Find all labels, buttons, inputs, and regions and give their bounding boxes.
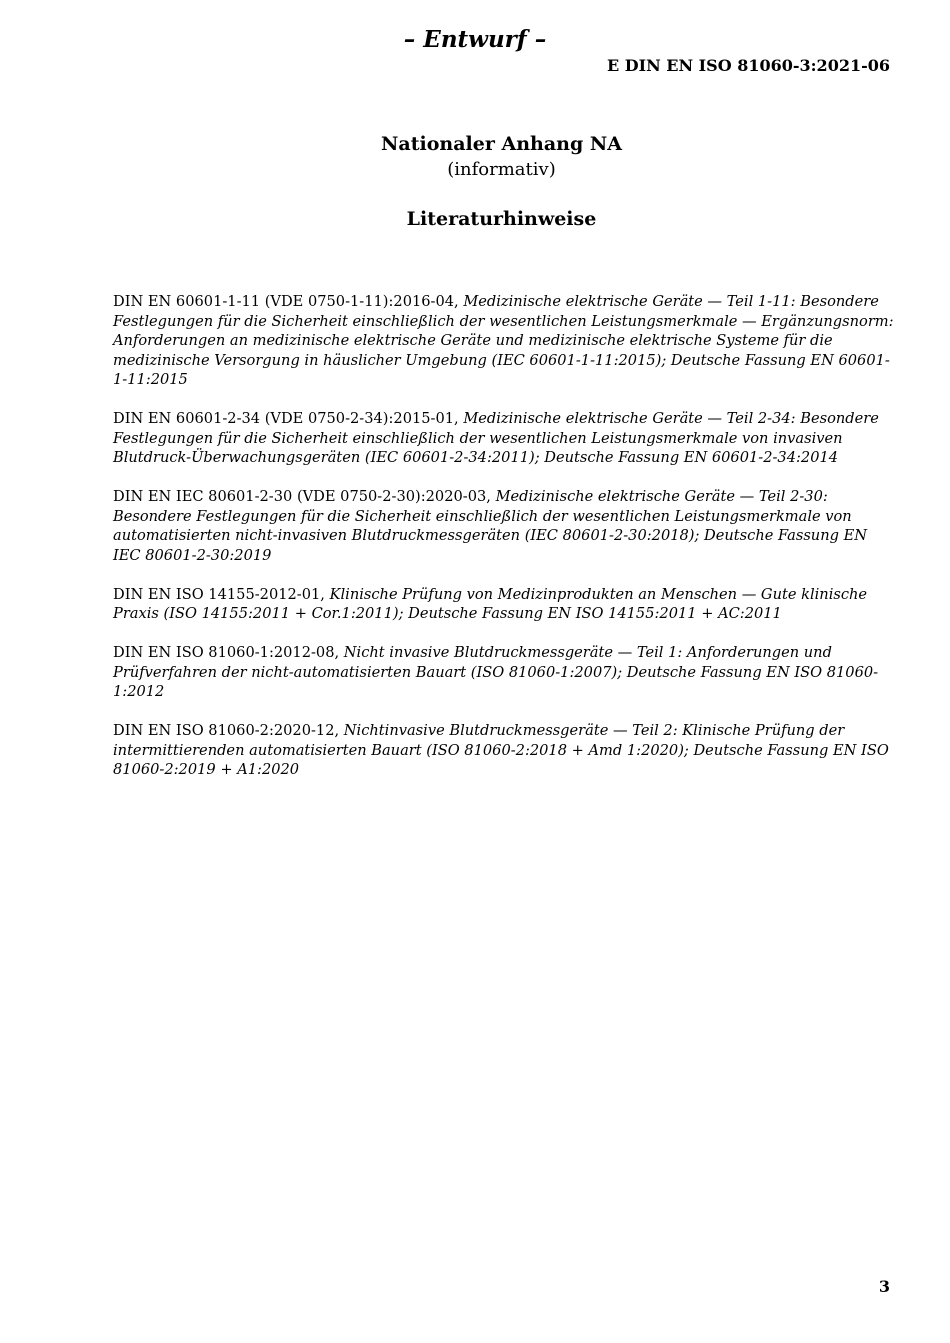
reference-designation: DIN EN ISO 81060-2:2020-12, (113, 722, 344, 740)
section-title: Literaturhinweise (406, 208, 597, 230)
document-id: E DIN EN ISO 81060-3:2021-06 (606, 56, 890, 75)
reference-title: Medizinische elektrische Geräte — Teil 1-11: Besondere Festlegungen für die Sicherheit einschließlich der wesentlichen Leistungsmerkmale — Ergänzungsnorm: Anforderungen an medizinische elektrische Geräte und medizinische elektrische Systeme für die medizinische Versorgung in häuslicher Umgebung (IEC 60601-1-11:2015); Deutsche Fassung EN 60601-1-11:2015 (113, 293, 894, 389)
reference-title: Nicht invasive Blutdruckmessgeräte — Teil 1: Anforderungen und Prüfverfahren der nicht-automatisierten Bauart (ISO 81060-1:2007); Deutsche Fassung EN ISO 81060-1:2012 (113, 644, 879, 701)
reference-entry (113, 643, 895, 702)
annex-title: Nationaler Anhang NA (381, 133, 622, 155)
reference-title: Medizinische elektrische Geräte — Teil 2-30: Besondere Festlegungen für die Sicherheit einschließlich der wesentlichen Leistungsmerkmale von automatisierten nicht-invasiven Blutdruckmessgeräten (IEC 80601-2-30:2018); Deutsche Fassung EN IEC 80601-2-30:2019 (113, 488, 868, 564)
reference-title: Klinische Prüfung von Medizinprodukten an Menschen — Gute klinische Praxis (ISO 14155:2011 + Cor.1:2011); Deutsche Fassung EN ISO 14155:2011 + AC:2011 (113, 585, 868, 623)
draft-mark: – Entwurf – (403, 26, 547, 53)
reference-designation: DIN EN 60601-2-34 (VDE 0750-2-34):2015-01, (113, 410, 464, 428)
reference-entry (113, 721, 895, 780)
reference-designation: DIN EN IEC 80601-2-30 (VDE 0750-2-30):2020-03, (113, 488, 496, 506)
reference-entry (113, 292, 895, 390)
reference-designation: DIN EN 60601-1-11 (VDE 0750-1-11):2016-04, (113, 293, 464, 310)
reference-title: Medizinische elektrische Geräte — Teil 2-34: Besondere Festlegungen für die Sicherheit einschließlich der wesentlichen Leistungsmerkmale von invasiven Blutdruck-Überwachungsgeräten (IEC 60601-2-34:2011); Deutsche Fassung EN 60601-2-34:2014 (113, 410, 879, 467)
reference-designation: DIN EN ISO 81060-1:2012-08, (113, 644, 344, 662)
reference-title: Nichtinvasive Blutdruckmessgeräte — Teil 2: Klinische Prüfung der intermittierenden automatisierten Bauart (ISO 81060-2:2018 + Amd 1:2020); Deutsche Fassung EN ISO 81060-2:2019 + A1:2020 (113, 722, 889, 779)
page-number: 3 (878, 1277, 890, 1296)
reference-entry (113, 409, 895, 468)
reference-entry (113, 487, 895, 565)
reference-designation: DIN EN ISO 14155-2012-01, (113, 585, 330, 603)
reference-entry (113, 585, 895, 624)
reference-list (113, 292, 895, 799)
annex-subtitle: (informativ) (447, 159, 556, 180)
